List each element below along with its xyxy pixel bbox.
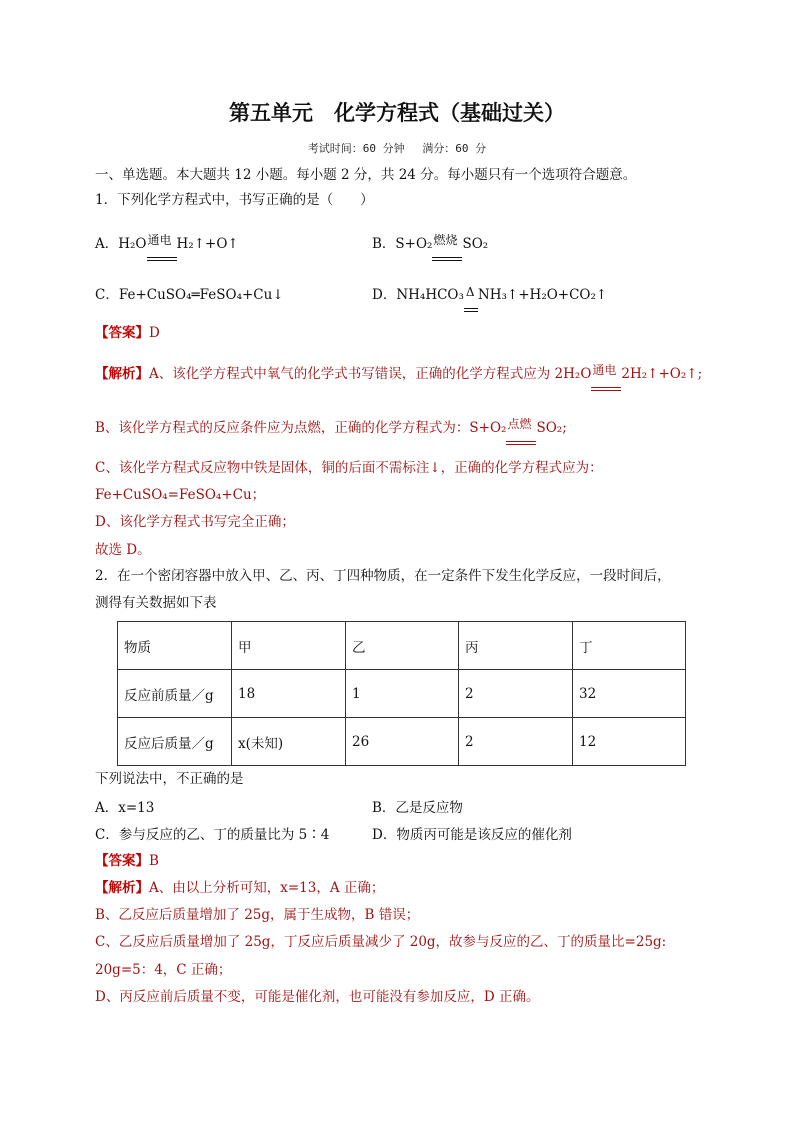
q1-analysis-a-text: A、该化学方程式中氧气的化学式书写错误，正确的化学方程式应为 2H₂O <box>149 366 592 382</box>
q1-option-b-left: S+O₂ <box>395 236 433 252</box>
q2-question: 下列说法中，不正确的是 <box>95 771 244 787</box>
page-title: 第五单元 化学方程式（基础过关） <box>229 101 565 125</box>
table-cell: 2 <box>459 718 573 766</box>
table-cell: 甲 <box>232 622 346 670</box>
q1-analysis-b-text: B、该化学方程式的反应条件应为点燃，正确的化学方程式为：S+O₂ <box>95 420 507 436</box>
q2-stem-line2: 测得有关数据如下表 <box>95 595 217 611</box>
table-cell: 12 <box>573 718 686 766</box>
section-header: 一、单选题。本大题共 12 小题。每小题 2 分，共 24 分。每小题只有一个选项符合题意。 <box>95 167 637 183</box>
q2-analysis-c2: 20g=5：4，C 正确； <box>95 962 232 978</box>
q1-conclusion: 故选 D。 <box>95 542 151 558</box>
q1-answer <box>95 324 160 342</box>
exam-score: 满分：60 分 <box>422 142 487 155</box>
q2-analysis-d: D、丙反应前后质量不变，可能是催化剂，也可能没有参加反应，D 正确。 <box>95 989 540 1005</box>
q2-data-table <box>117 621 686 766</box>
q1-option-a-label: A． <box>95 236 119 252</box>
q1-analysis-d: D、该化学方程式书写完全正确； <box>95 514 295 530</box>
table-cell: 丙 <box>459 622 573 670</box>
q1-option-b[interactable] <box>372 235 488 253</box>
q1-option-d-right: NH₃↑+H₂O+CO₂↑ <box>477 287 608 303</box>
table-cell: 18 <box>232 670 346 718</box>
q1-option-d-left: NH₄HCO₃ <box>396 287 464 303</box>
table-cell: 1 <box>346 670 459 718</box>
q2-analysis-b: B、乙反应后质量增加了 25g，属于生成物，B 错误； <box>95 907 420 923</box>
q1-analysis-c1: C、该化学方程式反应物中铁是固体，铜的后面不需标注↓，正确的化学方程式应为： <box>95 460 603 476</box>
table-cell: 反应后质量／g <box>118 718 232 766</box>
q1-option-c[interactable]: C．Fe+CuSO₄═FeSO₄+Cu↓ <box>95 287 284 303</box>
exam-info <box>0 140 794 156</box>
q2-answer <box>95 852 159 870</box>
table-cell: 2 <box>459 670 573 718</box>
q2-option-c[interactable]: C．参与反应的乙、丁的质量比为 5∶4 <box>95 827 330 843</box>
q1-analysis-b-cond: 点燃 <box>507 417 532 431</box>
q1-option-a-left: H₂O <box>118 236 147 252</box>
table-cell: 反应前质量／g <box>118 670 232 718</box>
table-row <box>118 718 686 766</box>
table-cell: x(未知) <box>232 718 346 766</box>
exam-time: 考试时间：60 分钟 <box>307 142 405 155</box>
q1-stem: 1．下列化学方程式中，书写正确的是（ ） <box>95 192 374 208</box>
q2-answer-value: B <box>149 853 159 869</box>
table-cell: 乙 <box>346 622 459 670</box>
q1-option-d[interactable] <box>372 286 607 304</box>
q2-option-d[interactable]: D．物质丙可能是该反应的催化剂 <box>372 827 572 843</box>
q1-answer-tag: 【答案】 <box>95 325 149 341</box>
q1-option-a[interactable] <box>95 235 239 253</box>
table-cell: 32 <box>573 670 686 718</box>
q1-analysis-tag: 【解析】 <box>95 366 149 382</box>
q1-analysis-a-cond: 通电 <box>592 363 617 377</box>
q1-option-d-cond: Δ <box>465 285 475 299</box>
q2-analysis-a <box>95 879 384 897</box>
q2-analysis-tag: 【解析】 <box>95 880 149 896</box>
q2-option-b[interactable]: B．乙是反应物 <box>372 800 463 816</box>
q1-analysis-b-right: SO₂; <box>536 420 567 436</box>
table-cell: 26 <box>346 718 459 766</box>
q1-option-a-cond: 通电 <box>147 233 172 247</box>
q1-option-a-right: H₂↑+O↑ <box>176 236 239 252</box>
q1-answer-value: D <box>149 325 160 341</box>
q1-analysis-a-right: 2H₂↑+O₂↑; <box>621 366 703 382</box>
table-row <box>118 670 686 718</box>
table-cell: 物质 <box>118 622 232 670</box>
q1-option-b-cond: 燃烧 <box>433 233 458 247</box>
q1-analysis-a <box>95 365 702 383</box>
q2-option-a[interactable]: A．x=13 <box>95 800 155 816</box>
table-row <box>118 622 686 670</box>
q1-analysis-b <box>95 419 567 437</box>
q1-option-d-label: D． <box>372 287 397 303</box>
q2-analysis-c1: C、乙反应后质量增加了 25g，丁反应后质量减少了 20g，故参与反应的乙、丁的质量比=25g: <box>95 934 667 950</box>
q1-analysis-c2: Fe+CuSO₄=FeSO₄+Cu； <box>95 487 266 503</box>
q1-option-b-right: SO₂ <box>462 236 489 252</box>
q2-analysis-a-text: A、由以上分析可知，x=13，A 正确； <box>149 880 385 896</box>
q2-answer-tag: 【答案】 <box>95 853 149 869</box>
q2-stem-line1: 2．在一个密闭容器中放入甲、乙、丙、丁四种物质，在一定条件下发生化学反应，一段时间后， <box>95 568 671 584</box>
table-cell: 丁 <box>573 622 686 670</box>
q1-option-b-label: B． <box>372 236 396 252</box>
